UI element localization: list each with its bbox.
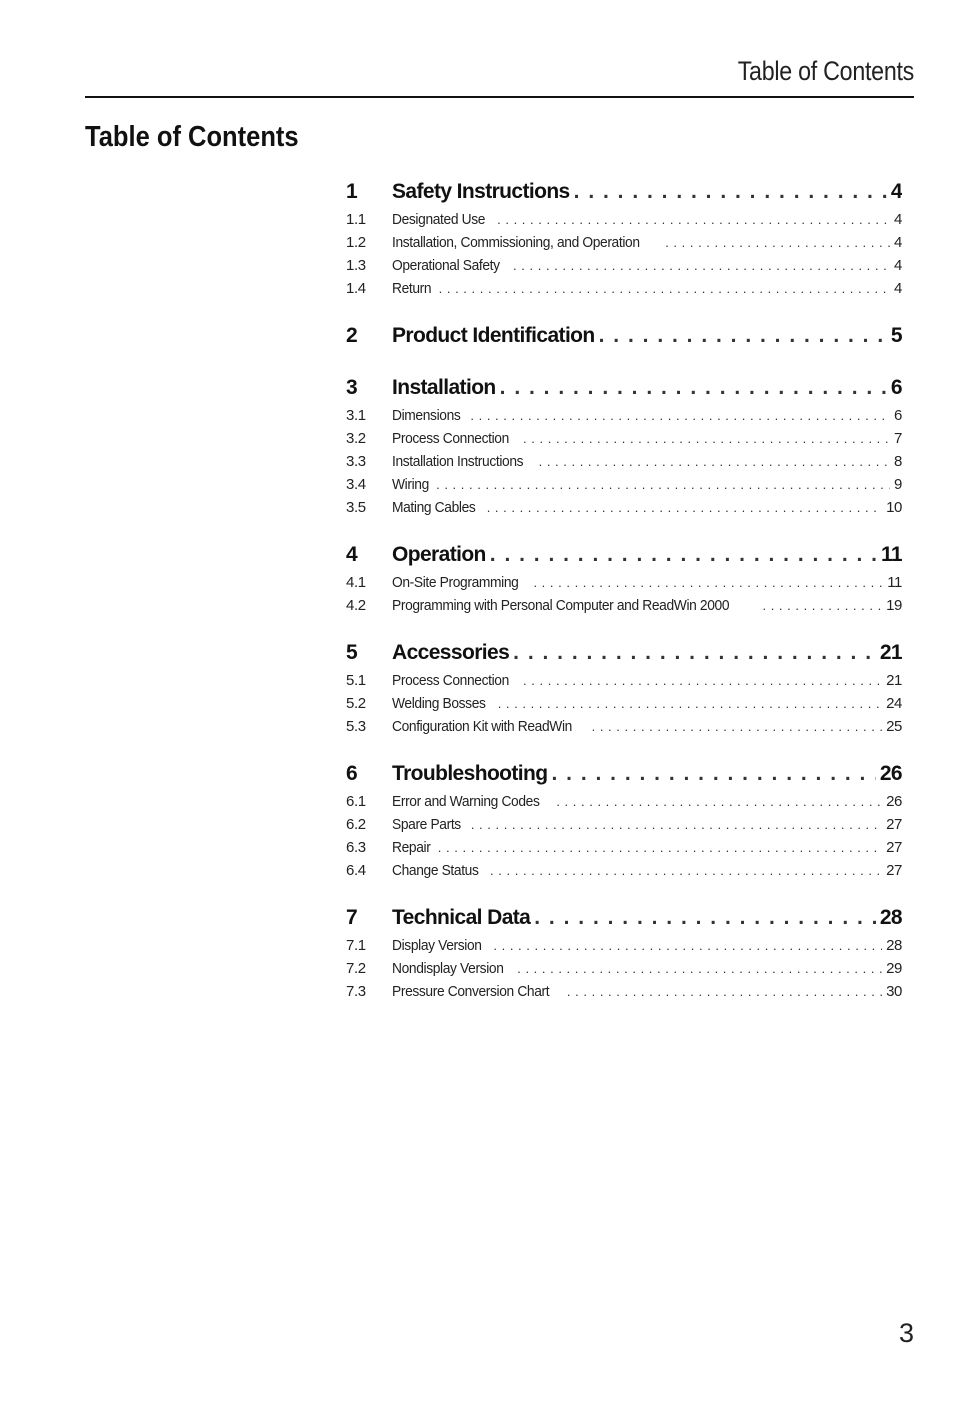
entry-title: Mating Cables <box>392 499 476 516</box>
entry-number: 3.1 <box>346 407 366 424</box>
entry-number: 3.4 <box>346 476 366 493</box>
entry-number: 7.2 <box>346 960 366 977</box>
entry-page: 8 <box>894 453 902 470</box>
entry-number: 3.5 <box>346 499 366 516</box>
entry-page: 9 <box>894 476 902 493</box>
toc-chapter-entry[interactable] <box>346 758 902 790</box>
toc-subsection-entry[interactable] <box>346 571 902 594</box>
dot-leader <box>762 594 882 617</box>
toc-subsection-entry[interactable] <box>346 715 902 738</box>
entry-page: 4 <box>894 234 902 251</box>
entry-number: 3.3 <box>346 453 366 470</box>
entry-title: Welding Bosses <box>392 695 486 712</box>
entry-title: Product Identification <box>392 324 595 347</box>
dot-leader <box>592 715 883 738</box>
dot-leader <box>539 450 890 473</box>
entry-number: 1 <box>346 180 358 203</box>
dot-leader <box>470 404 890 427</box>
toc-subsection-entry[interactable] <box>346 473 902 496</box>
dot-leader <box>534 902 876 934</box>
entry-number: 7.3 <box>346 983 366 1000</box>
toc-section-7 <box>346 902 902 1003</box>
entry-page: 11 <box>881 543 902 566</box>
toc-subsection-entry[interactable] <box>346 450 902 473</box>
toc-subsection-entry[interactable] <box>346 277 902 300</box>
toc-subsection-entry[interactable] <box>346 790 902 813</box>
toc-subsection-entry[interactable] <box>346 404 902 427</box>
dot-leader <box>517 957 882 980</box>
entry-page: 25 <box>886 718 902 735</box>
dot-leader <box>599 320 887 352</box>
entry-page: 4 <box>894 257 902 274</box>
entry-number: 3 <box>346 376 358 399</box>
toc-subsection-entry[interactable] <box>346 957 902 980</box>
toc-subsection-entry[interactable] <box>346 669 902 692</box>
entry-number: 6.4 <box>346 862 366 879</box>
page-number: 3 <box>898 1318 914 1348</box>
entry-number: 5.1 <box>346 672 366 689</box>
entry-number: 7.1 <box>346 937 366 954</box>
entry-title: Installation, Commissioning, and Operation <box>392 234 640 251</box>
entry-number: 6.2 <box>346 816 366 833</box>
entry-title: Programming with Personal Computer and ReadWin 2000 <box>392 597 730 614</box>
entry-page: 28 <box>886 937 902 954</box>
toc-subsection-entry[interactable] <box>346 934 902 957</box>
dot-leader <box>567 980 882 1003</box>
dot-leader <box>490 859 882 882</box>
dot-leader <box>556 790 882 813</box>
page-title: Table of Contents <box>85 121 299 153</box>
entry-page: 19 <box>886 597 902 614</box>
entry-page: 5 <box>890 324 902 347</box>
entry-title: Configuration Kit with ReadWin <box>392 718 572 735</box>
toc-chapter-entry[interactable] <box>346 637 902 669</box>
entry-title: Process Connection <box>392 430 509 447</box>
entry-title: Spare Parts <box>392 816 461 833</box>
entry-page: 4 <box>894 280 902 297</box>
entry-page: 26 <box>886 793 902 810</box>
dot-leader <box>436 473 890 496</box>
entry-page: 27 <box>886 816 902 833</box>
entry-number: 7 <box>346 906 358 929</box>
toc-subsection-entry[interactable] <box>346 231 902 254</box>
entry-number: 1.4 <box>346 280 366 297</box>
entry-page: 24 <box>886 695 902 712</box>
toc-section-4 <box>346 539 902 617</box>
entry-page: 11 <box>887 574 902 591</box>
dot-leader <box>500 372 887 404</box>
dot-leader <box>490 539 877 571</box>
toc-subsection-entry[interactable] <box>346 859 902 882</box>
dot-leader <box>438 836 882 859</box>
entry-page: 7 <box>894 430 902 447</box>
entry-page: 27 <box>886 862 902 879</box>
dot-leader <box>523 427 890 450</box>
entry-title: Accessories <box>392 641 510 664</box>
toc-chapter-entry[interactable] <box>346 176 902 208</box>
entry-page: 27 <box>886 839 902 856</box>
entry-number: 6.1 <box>346 793 366 810</box>
toc-section-6 <box>346 758 902 882</box>
dot-leader <box>487 496 882 519</box>
entry-title: Technical Data <box>392 906 531 929</box>
entry-page: 6 <box>890 376 902 399</box>
entry-number: 4.2 <box>346 597 366 614</box>
running-header-title: Table of Contents <box>737 56 914 86</box>
dot-leader <box>498 692 882 715</box>
entry-number: 6.3 <box>346 839 366 856</box>
entry-title: Installation Instructions <box>392 453 524 470</box>
entry-number: 2 <box>346 324 358 347</box>
entry-page: 21 <box>879 641 902 664</box>
dot-leader <box>523 669 882 692</box>
entry-page: 4 <box>890 180 902 203</box>
entry-title: Designated Use <box>392 211 486 228</box>
entry-title: Wiring <box>392 476 429 493</box>
toc-subsection-entry[interactable] <box>346 208 902 231</box>
toc-chapter-entry[interactable] <box>346 320 902 352</box>
entry-number: 5.3 <box>346 718 366 735</box>
dot-leader <box>513 254 890 277</box>
toc-subsection-entry[interactable] <box>346 980 902 1003</box>
entry-title: Process Connection <box>392 672 509 689</box>
dot-leader <box>533 571 883 594</box>
dot-leader <box>497 208 890 231</box>
entry-title: On-Site Programming <box>392 574 519 591</box>
entry-title: Error and Warning Codes <box>392 793 540 810</box>
toc-chapter-entry[interactable] <box>346 372 902 404</box>
entry-title: Safety Instructions <box>392 180 570 203</box>
entry-title: Change Status <box>392 862 479 879</box>
table-of-contents <box>346 176 902 1023</box>
dot-leader <box>574 176 887 208</box>
dot-leader <box>471 813 882 836</box>
entry-number: 4.1 <box>346 574 366 591</box>
toc-subsection-entry[interactable] <box>346 594 902 617</box>
entry-page: 6 <box>894 407 902 424</box>
toc-subsection-entry[interactable] <box>346 254 902 277</box>
entry-page: 4 <box>894 211 902 228</box>
entry-title: Operational Safety <box>392 257 500 274</box>
entry-number: 1.1 <box>346 211 366 228</box>
entry-title: Display Version <box>392 937 482 954</box>
entry-number: 5 <box>346 641 358 664</box>
entry-page: 10 <box>886 499 902 516</box>
entry-title: Troubleshooting <box>392 762 548 785</box>
entry-page: 29 <box>886 960 902 977</box>
dot-leader <box>493 934 882 957</box>
toc-subsection-entry[interactable] <box>346 496 902 519</box>
header-rule <box>85 96 914 98</box>
toc-chapter-entry[interactable] <box>346 902 902 934</box>
entry-title: Operation <box>392 543 486 566</box>
entry-number: 3.2 <box>346 430 366 447</box>
toc-subsection-entry[interactable] <box>346 813 902 836</box>
entry-page: 30 <box>886 983 902 1000</box>
toc-section-3 <box>346 372 902 519</box>
entry-number: 1.2 <box>346 234 366 251</box>
entry-title: Dimensions <box>392 407 461 424</box>
toc-section-1 <box>346 176 902 300</box>
entry-title: Return <box>392 280 432 297</box>
entry-title: Nondisplay Version <box>392 960 504 977</box>
entry-number: 4 <box>346 543 358 566</box>
toc-section-2 <box>346 320 902 352</box>
toc-subsection-entry[interactable] <box>346 427 902 450</box>
entry-number: 1.3 <box>346 257 366 274</box>
entry-number: 6 <box>346 762 358 785</box>
entry-page: 28 <box>879 906 902 929</box>
toc-subsection-entry[interactable] <box>346 836 902 859</box>
entry-number: 5.2 <box>346 695 366 712</box>
toc-chapter-entry[interactable] <box>346 539 902 571</box>
entry-title: Repair <box>392 839 431 856</box>
entry-page: 21 <box>886 672 902 689</box>
entry-title: Installation <box>392 376 496 399</box>
dot-leader <box>551 758 875 790</box>
dot-leader <box>665 231 890 254</box>
dot-leader <box>439 277 890 300</box>
entry-page: 26 <box>879 762 902 785</box>
toc-section-5 <box>346 637 902 738</box>
dot-leader <box>513 637 876 669</box>
entry-title: Pressure Conversion Chart <box>392 983 550 1000</box>
toc-subsection-entry[interactable] <box>346 692 902 715</box>
